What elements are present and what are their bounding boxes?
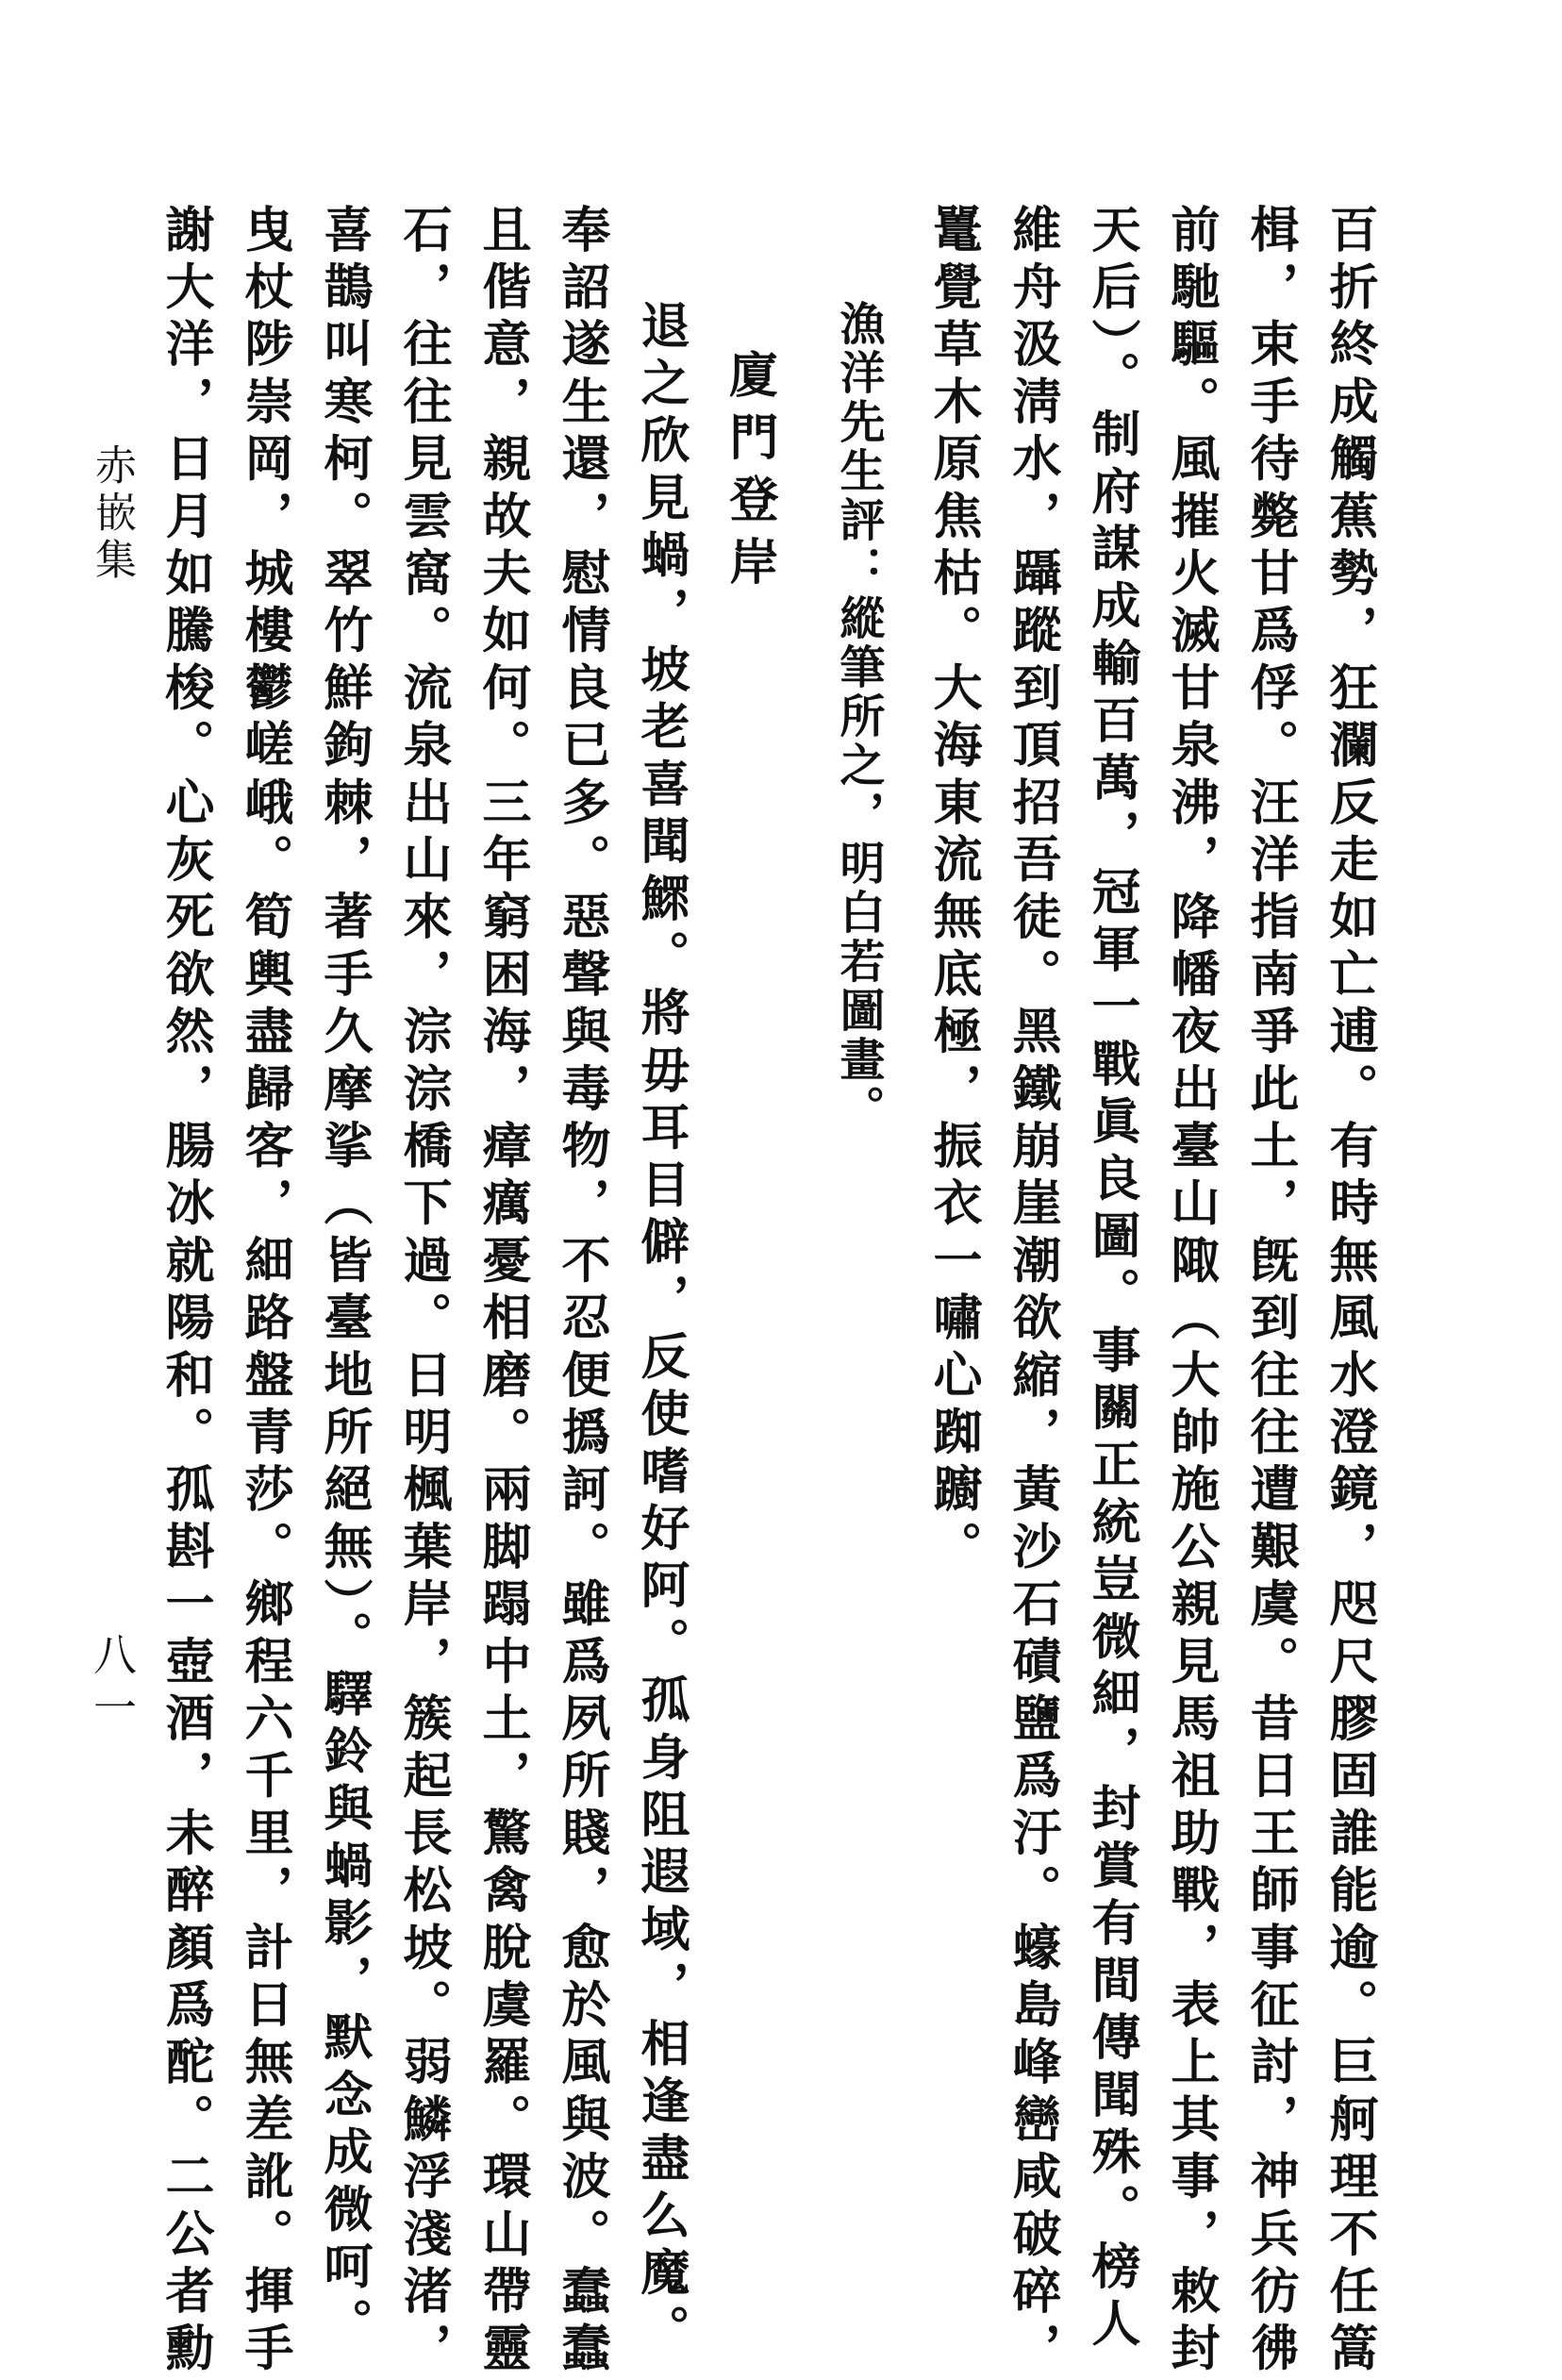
page-number: 八一 <box>87 1632 138 1738</box>
text-column: 石，往往見雲窩。流泉出山來，淙淙橋下過。日明楓葉岸，簇起長松坡。弱鱗浮淺渚， <box>394 204 452 2380</box>
text-column: 百折終成觸蕉勢，狂瀾反走如亡逋。有時無風水澄鏡，咫尺膠固誰能逾。巨舸理不任篙 <box>1321 204 1378 2380</box>
text-column: 楫，束手待斃甘爲俘。汪洋指南爭此土，旣到往往遭艱虞。昔日王師事征討，神兵彷彿 <box>1241 204 1299 2380</box>
text-column: 喜鵲叫寒柯。翠竹鮮鉤棘，著手久摩挲（皆臺地所絕無）。驛鈴與蝸影，默念成微呵。 <box>315 204 373 2355</box>
text-column: 且偕意，親故夫如何。三年窮困海，瘴癘憂相磨。兩脚蹋中土，驚禽脫虞羅。環山帶靈 <box>474 204 531 2380</box>
text-column: 維舟汲淸水，躡蹤到頂招吾徒。黑鐵崩崖潮欲縮，黃沙石磧鹽爲汙。蠔島峰巒咸破碎， <box>1004 204 1061 2380</box>
book-title: 赤嵌集 <box>88 443 136 585</box>
text-column: 謝大洋，日月如騰梭。心灰死欲然，腸冰就陽和。孤斟一壺酒，未醉顏爲酡。二公者勳 <box>157 204 214 2380</box>
poem-title: 廈門登岸 <box>721 349 778 598</box>
text-column: 曳杖陟崇岡，城樓鬱嵯峨。筍輿盡歸客，細路盤青莎。鄉程六千里，計日無差訛。揮手 <box>236 204 293 2380</box>
text-column: 鼍覺草木原焦枯。大海東流無底極，振衣一嘯心踟躕。 <box>924 204 982 1578</box>
commentary: 漁洋先生評：縱筆所之，明白若圖畫。 <box>832 300 885 1134</box>
text-column: 天后）。制府謀成輸百萬，冠軍一戰眞良圖。事關正統豈微細，封賞有間傳聞殊。榜人 <box>1083 204 1140 2355</box>
text-column: 奉詔遂生還，慰情良已多。惡聲與毒物，不忍便撝訶。雖爲夙所賤，愈於風與波。蠢蠢 <box>553 204 610 2380</box>
text-column: 退之欣見蝸，坡老喜聞鰥。將毋耳目僻，反使嗜好阿。孤身阻遐域，相逢盡么魔。 <box>632 300 690 2362</box>
text-column: 前馳驅。風摧火滅甘泉沸，降幡夜出臺山陬（大帥施公親見馬祖助戰，表上其事，敕封 <box>1162 204 1220 2380</box>
